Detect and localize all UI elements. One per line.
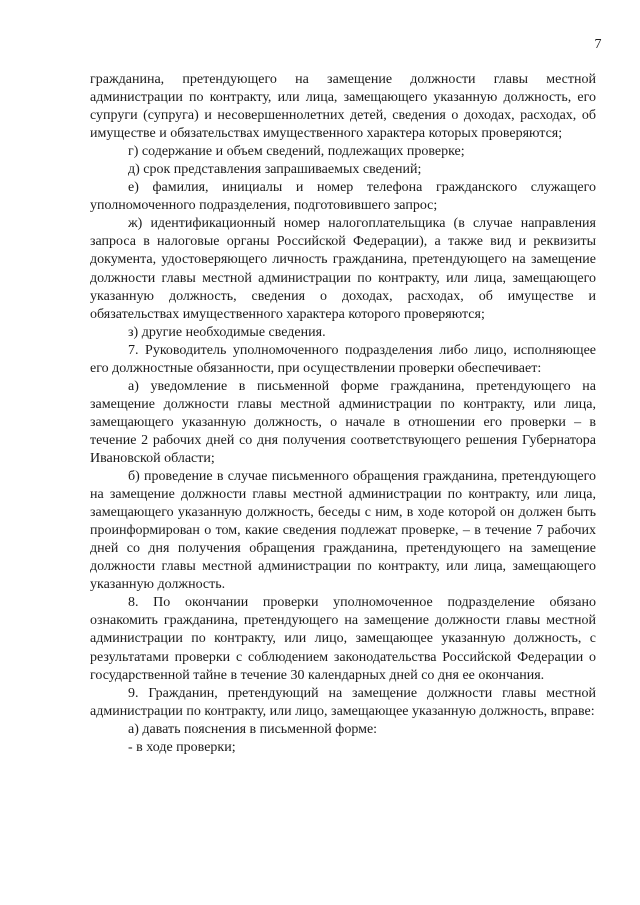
paragraph: - в ходе проверки;: [128, 739, 236, 755]
paragraph: 9. Гражданин, претендующий на замещение должности главы местной администрации по контракту, или лицо, замещающее указанную должность, вправе:: [90, 685, 596, 719]
paragraph: а) давать пояснения в письменной форме:: [128, 721, 378, 737]
paragraph: ж) идентификационный номер налогоплательщика (в случае направления запроса в налоговые органы Российской Федерации), а также вид и реквизиты документа, удостоверяющего личность гражданина, претендующего на замещение должности главы местной администрации по контракту, или лица, замещающего указанную должность, сведения о доходах, расходах, об имуществе и обязательствах имущественного характера которого проверяются;: [90, 216, 596, 322]
paragraph: а) уведомление в письменной форме гражданина, претендующего на замещение должности главы местной администрации по контракту, или лица, замещающего указанную должность, о начале в отношении его проверки – в течение 2 рабочих дней со дня получения соответствующего решения Губернатора Ивановской области;: [90, 378, 596, 466]
paragraph: д) срок представления запрашиваемых сведений;: [128, 162, 422, 178]
page-number: 7: [594, 37, 602, 52]
paragraph: 8. По окончании проверки уполномоченное подразделение обязано ознакомить гражданина, претендующего на замещение должности главы местной администрации по контракту, или лицо, замещающее указанную должность, с результатами проверки с соблюдением законодательства Российской Федерации о государственной тайне в течение 30 календарных дней со дня ее окончания.: [90, 595, 596, 683]
paragraph: з) другие необходимые сведения.: [128, 324, 326, 340]
paragraph: б) проведение в случае письменного обращения гражданина, претендующего на замещение должности главы местной администрации по контракту, или лица, замещающего указанную должность, беседы с ним, в ходе которой он должен быть проинформирован о том, какие сведения подлежат проверке, – в течение 7 рабочих дней со дня получения обращения гражданина, претендующего на замещение должности главы местной администрации по контракту, или лица, замещающего указанную должность.: [90, 469, 596, 593]
paragraph: гражданина, претендующего на замещение должности главы местной администрации по контракту, или лица, замещающего указанную должность, его супруги (супруга) и несовершеннолетних детей, сведения о доходах, расходах, об имуществе и обязательствах имущественного характера которых проверяются;: [90, 72, 596, 142]
document-body: [90, 71, 596, 757]
paragraph: е) фамилия, инициалы и номер телефона гражданского служащего уполномоченного подразделения, подготовившего запрос;: [90, 180, 596, 214]
paragraph: 7. Руководитель уполномоченного подразделения либо лицо, исполняющее его должностные обязанности, при осуществлении проверки обеспечивает:: [90, 342, 596, 376]
paragraph: г) содержание и объем сведений, подлежащих проверке;: [128, 144, 465, 160]
